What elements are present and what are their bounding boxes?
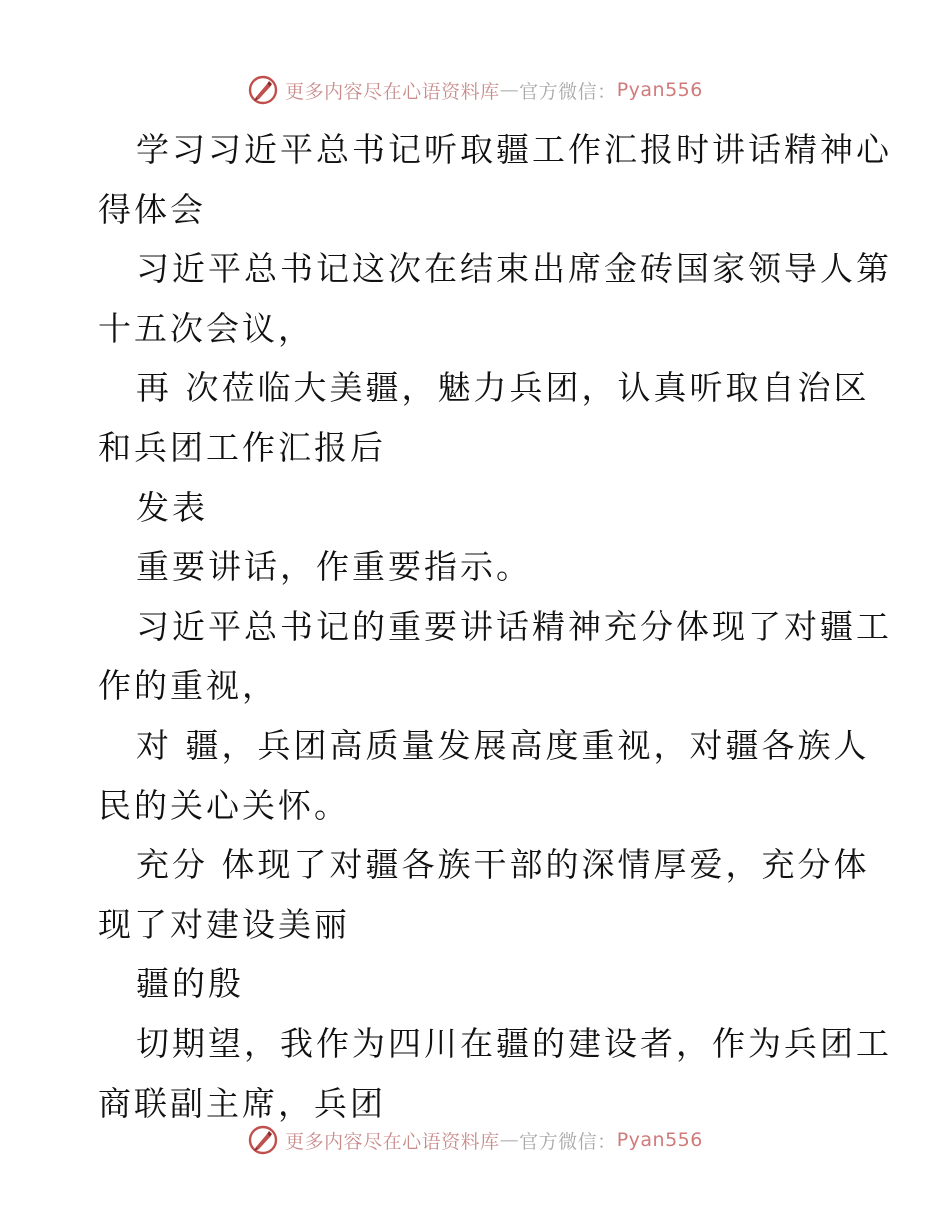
document-body [98, 120, 892, 1133]
text-line: 重要讲话，作重要指示。 [136, 547, 532, 587]
text-line: 得体会 [98, 189, 206, 229]
watermark-separator: — [499, 79, 520, 101]
header-watermark [0, 72, 950, 108]
text-line: 习近平总书记这次在结束出席金砖国家领导人第 [136, 249, 892, 289]
watermark-official-label: 官方微信： [519, 80, 617, 103]
watermark-text: 更多内容尽在心语资料库 [285, 80, 500, 103]
text-line: 和兵团工作汇报后 [98, 427, 386, 467]
text-line: 对 疆，兵团高质量发展高度重视，对疆各族人 [136, 725, 870, 765]
text-line: 发表 [136, 487, 208, 527]
text-line: 习近平总书记的重要讲话精神充分体现了对疆工 [136, 606, 892, 646]
text-line: 商联副主席，兵团 [98, 1083, 386, 1123]
watermark-wechat-id: Pyan556 [616, 79, 703, 101]
pen-circle-logo-icon [247, 74, 279, 106]
text-line: 学习习近平总书记听取疆工作汇报时讲话精神心 [136, 130, 892, 169]
watermark-wechat-id: Pyan556 [616, 1129, 703, 1151]
text-line: 民的关心关怀。 [98, 785, 350, 825]
text-line: 再 次莅临大美疆，魅力兵团，认真听取自治区 [136, 368, 870, 408]
text-line: 十五次会议， [98, 308, 314, 348]
text-line: 切期望，我作为四川在疆的建设者，作为兵团工 [136, 1023, 892, 1063]
watermark-official-label: 官方微信： [519, 1130, 617, 1153]
footer-watermark [0, 1122, 950, 1158]
watermark-separator: — [499, 1129, 520, 1151]
text-line: 现了对建设美丽 [98, 904, 350, 944]
pen-circle-logo-icon [247, 1124, 279, 1156]
text-line: 疆的殷 [136, 964, 244, 1004]
text-line: 作的重视， [98, 666, 278, 706]
text-line: 充分 体现了对疆各族干部的深情厚爱，充分体 [136, 845, 870, 885]
watermark-text: 更多内容尽在心语资料库 [285, 1130, 500, 1153]
